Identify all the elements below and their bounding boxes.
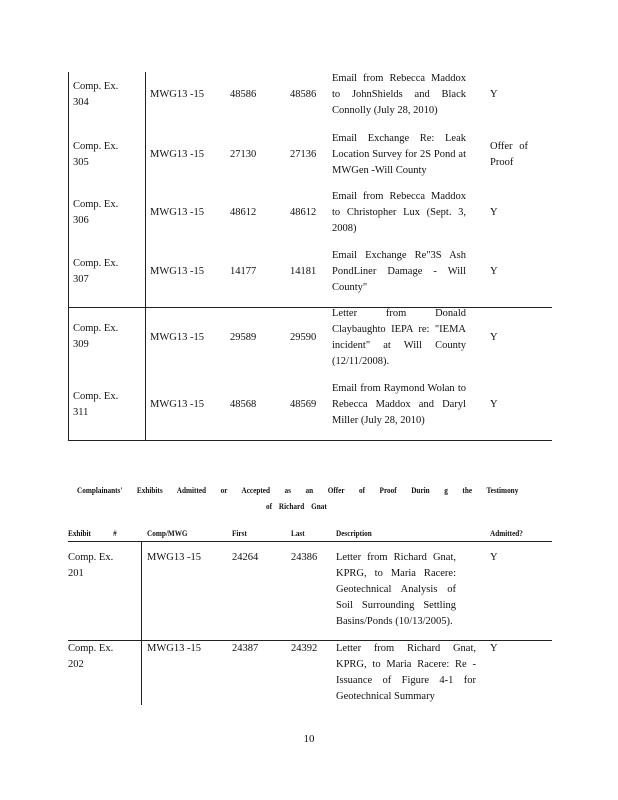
- first-page: 29589: [230, 332, 257, 343]
- admitted-status: Y: [490, 89, 498, 100]
- exhibit-number: Comp. Ex. 304: [73, 81, 119, 108]
- bates-prefix: MWG13 -15: [147, 643, 201, 654]
- admitted-status: Y: [490, 266, 498, 277]
- column-header-first: First: [232, 528, 247, 538]
- last-page: 48586: [290, 89, 317, 100]
- table2-column-divider: [141, 541, 142, 705]
- bates-prefix: MWG13 -15: [150, 332, 204, 343]
- bates-prefix: MWG13 -15: [150, 149, 204, 160]
- exhibit-number: Comp. Ex. 306: [73, 199, 119, 226]
- exhibit-description: Email from Rebecca Maddox to Christopher Lux (Sept. 3, 2008): [332, 191, 466, 234]
- admitted-status: Y: [490, 552, 498, 563]
- admitted-status: Y: [490, 332, 498, 343]
- column-header-description: Description: [336, 528, 372, 538]
- admitted-status: Y: [490, 399, 498, 410]
- admitted-status: Y: [490, 207, 498, 218]
- first-page: 24264: [232, 552, 259, 563]
- first-page: 24387: [232, 643, 259, 654]
- section-heading-continued: of Richard Gnat: [266, 501, 327, 511]
- last-page: 48569: [290, 399, 317, 410]
- admitted-status: Offer of Proof: [490, 141, 528, 168]
- first-page: 27130: [230, 149, 257, 160]
- bates-prefix: MWG13 -15: [147, 552, 201, 563]
- exhibit-description: Email from Rebecca Maddox to JohnShields and Black Connolly (July 28, 2010): [332, 73, 466, 116]
- last-page: 24386: [291, 552, 318, 563]
- exhibit-description: Letter from Richard Gnat, KPRG, to Maria Racere: Re - Issuance of Figure 4-1 for Geotechnical Summary: [336, 643, 476, 702]
- table1-row-separator: [68, 307, 552, 308]
- last-page: 29590: [290, 332, 317, 343]
- exhibit-number: Comp. Ex. 309: [73, 323, 119, 350]
- table1-left-border: [68, 72, 69, 440]
- column-header-last: Last: [291, 528, 305, 538]
- exhibit-number: Comp. Ex. 311: [73, 391, 119, 418]
- exhibit-description: Email Exchange Re"3S Ash PondLiner Damage - Will County": [332, 250, 466, 293]
- column-header-exhibit: Exhibit #: [68, 528, 117, 538]
- bates-prefix: MWG13 -15: [150, 266, 204, 277]
- table1-column-divider: [145, 72, 146, 440]
- exhibit-description: Letter from Richard Gnat, KPRG, to Maria Racere: Geotechnical Analysis of Soil Surrounding Settling Basins/Ponds (10/13/2005).: [336, 552, 456, 627]
- page-number: 10: [303, 733, 315, 745]
- table1-bottom-border: [68, 440, 552, 441]
- exhibit-description: Email from Raymond Wolan to Rebecca Maddox and Daryl Miller (July 28, 2010): [332, 383, 466, 426]
- column-header-bates: Comp/MWG: [147, 528, 188, 538]
- first-page: 48586: [230, 89, 257, 100]
- first-page: 48568: [230, 399, 257, 410]
- first-page: 48612: [230, 207, 257, 218]
- exhibit-number: Comp. Ex. 201: [68, 552, 114, 579]
- bates-prefix: MWG13 -15: [150, 207, 204, 218]
- last-page: 27136: [290, 149, 317, 160]
- last-page: 24392: [291, 643, 318, 654]
- column-header-admitted: Admitted?: [490, 528, 523, 538]
- first-page: 14177: [230, 266, 257, 277]
- last-page: 48612: [290, 207, 317, 218]
- exhibit-description: Letter from Donald Claybaughto IEPA re: "IEMA incident" at Will County (12/11/2008).: [332, 308, 466, 367]
- section-heading: Complainants' Exhibits Admitted or Accepted as an Offer of Proof Durin g the Testimony: [77, 485, 519, 495]
- exhibit-number: Comp. Ex. 202: [68, 643, 114, 670]
- last-page: 14181: [290, 266, 317, 277]
- bates-prefix: MWG13 -15: [150, 399, 204, 410]
- bates-prefix: MWG13 -15: [150, 89, 204, 100]
- exhibit-number: Comp. Ex. 307: [73, 258, 119, 285]
- admitted-status: Y: [490, 643, 498, 654]
- exhibit-description: Email Exchange Re: Leak Location Survey for 2S Pond at MWGen -Will County: [332, 133, 466, 176]
- exhibit-number: Comp. Ex. 305: [73, 141, 119, 168]
